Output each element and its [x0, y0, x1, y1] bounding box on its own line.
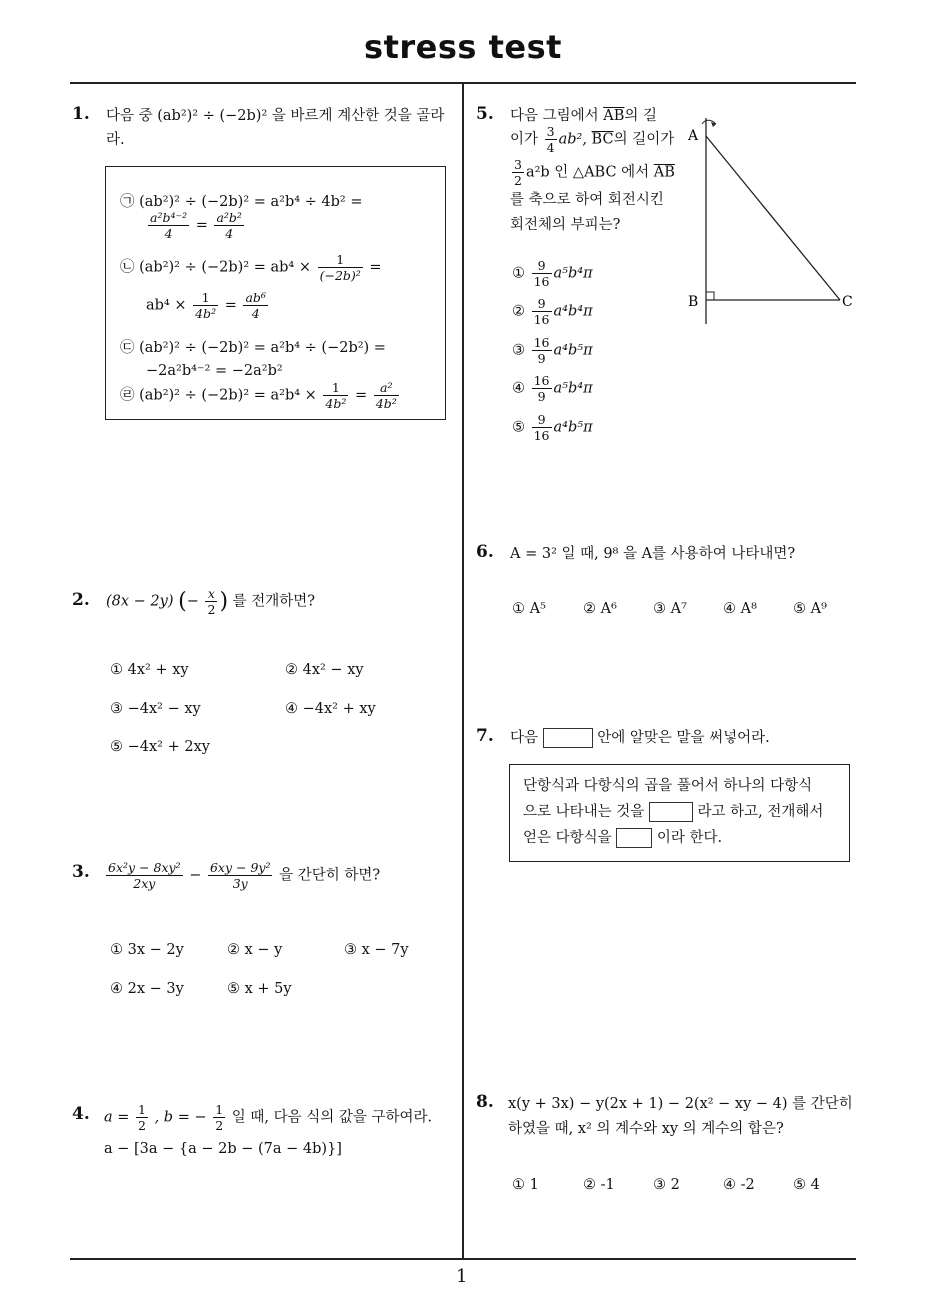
question-3-text: $\frac{\text{6x²y − 8xy²}}{2xy}$ − $\frac{\text{6xy − 9y²}}{3y}$ 을 간단히 하면? [108, 860, 381, 891]
question-8-line-2: 하였을 때, x² 의 계수와 xy 의 계수의 합은? [508, 1121, 784, 1137]
q3-choice-2[interactable]: ② x − y [227, 942, 283, 958]
q1-option-3-line-1: ㉢ (ab²)² ÷ (−2b)² = a²b⁴ ÷ (−2b²) = [120, 340, 386, 356]
q1-option-4: ㉣ (ab²)² ÷ (−2b)² = a²b⁴ × $\frac{1}{\text{4b²}}$ = $\frac{\text{a²}}{\text{4b²}}$ [120, 380, 397, 411]
question-6-number: 6. [476, 542, 494, 562]
q8-choice-3[interactable]: ③ 2 [653, 1177, 680, 1193]
page-number: 1 [456, 1266, 468, 1287]
q6-choice-2[interactable]: ② A⁶ [583, 601, 617, 617]
question-1-line-1: 다음 중 (ab²)² ÷ (−2b)² 을 바르게 계산한 것을 골라 [106, 108, 445, 124]
q8-choice-1[interactable]: ① 1 [512, 1177, 539, 1193]
q6-choice-1[interactable]: ① A⁵ [512, 601, 546, 617]
q7-box-line-2: 으로 나타내는 것을 라고 하고, 전개해서 [523, 804, 824, 820]
question-8-line-1: x(y + 3x) − y(2x + 1) − 2(x² − xy − 4) 를 간단히 [508, 1096, 853, 1112]
q3-choice-5[interactable]: ⑤ x + 5y [227, 981, 292, 997]
question-8-number: 8. [476, 1092, 494, 1112]
q7-blank-2[interactable] [616, 828, 652, 848]
question-2-text: (8x − 2y) (− $\frac{x}{2}$ ) 를 전개하면? [106, 586, 316, 617]
q8-choice-2[interactable]: ② -1 [583, 1177, 615, 1193]
q7-blank-prompt [543, 728, 593, 748]
q6-choice-5[interactable]: ⑤ A⁹ [793, 601, 827, 617]
question-1-line-2: 라. [106, 132, 125, 148]
q5-choice-1[interactable]: ① $\frac{9}{16}$ a⁵b⁴π [512, 258, 593, 289]
question-5-line-1: 다음 그림에서 $\overline{AB}$의 길 [510, 108, 658, 124]
question-4-expression: a − [3a − {a − 2b − (7a − 4b)}] [104, 1141, 342, 1157]
question-5-line-5: 회전체의 부피는? [510, 217, 621, 233]
q7-box-line-1: 단항식과 다항식의 곱을 풀어서 하나의 다항식 [523, 778, 813, 794]
question-7-number: 7. [476, 726, 494, 746]
q2-choice-1[interactable]: ① 4x² + xy [110, 662, 189, 678]
q3-choice-4[interactable]: ④ 2x − 3y [110, 981, 184, 997]
q7-box-line-3: 얻은 다항식을 이라 한다. [523, 830, 723, 846]
q1-option-2-line-1: ㉡ (ab²)² ÷ (−2b)² = ab⁴ × $\frac{1}{\text{(−2b)²}}$ = [120, 252, 382, 283]
q3-choice-3[interactable]: ③ x − 7y [344, 942, 409, 958]
q1-option-1-line-2: $\frac{\text{a²b⁴⁻²}}{4}$ = $\frac{\text{a²b²}}{4}$ [150, 210, 242, 241]
question-5-line-3: $\frac{3}{2}$ a²b 인 △ABC 에서 $\overline{AB}$ [514, 157, 675, 188]
q1-option-3-line-2: −2a²b⁴⁻² = −2a²b² [146, 363, 283, 379]
q2-choice-5[interactable]: ⑤ −4x² + 2xy [110, 739, 210, 755]
q1-option-1-line-1: ㉠ (ab²)² ÷ (−2b)² = a²b⁴ ÷ 4b² = [120, 194, 363, 210]
q2-choice-4[interactable]: ④ −4x² + xy [285, 701, 376, 717]
q8-choice-4[interactable]: ④ -2 [723, 1177, 755, 1193]
column-divider [462, 83, 464, 1259]
question-7-text: 다음 안에 알맞은 말을 써넣어라. [510, 730, 770, 746]
right-angle-mark [706, 292, 714, 300]
question-2-number: 2. [72, 590, 90, 610]
page-title: stress test [364, 28, 562, 66]
q5-choice-3[interactable]: ③ $\frac{16}{9}$ a⁴b⁵π [512, 335, 593, 366]
q7-blank-1[interactable] [649, 802, 693, 822]
question-5-line-4: 를 축으로 하여 회전시킨 [510, 192, 664, 208]
vertex-c-label: C [842, 294, 853, 310]
footer-divider [70, 1258, 856, 1260]
q6-choice-4[interactable]: ④ A⁸ [723, 601, 757, 617]
triangle-figure [680, 110, 870, 330]
q5-choice-4[interactable]: ④ $\frac{16}{9}$ a⁵b⁴π [512, 373, 593, 404]
question-5-number: 5. [476, 104, 494, 124]
q8-choice-5[interactable]: ⑤ 4 [793, 1177, 820, 1193]
q5-choice-2[interactable]: ② $\frac{9}{16}$ a⁴b⁴π [512, 296, 593, 327]
q3-choice-1[interactable]: ① 3x − 2y [110, 942, 184, 958]
vertex-a-label: A [688, 128, 699, 144]
vertex-b-label: B [688, 294, 699, 310]
q2-choice-3[interactable]: ③ −4x² − xy [110, 701, 201, 717]
question-6-text: A = 3² 일 때, 9⁸ 을 A를 사용하여 나타내면? [510, 546, 796, 562]
hypotenuse-ac [706, 136, 840, 300]
q2-choice-2[interactable]: ② 4x² − xy [285, 662, 364, 678]
question-4-text: a = $\frac{1}{2}$ , b = − $\frac{1}{2}$ 일 때, 다음 식의 값을 구하여라. [104, 1102, 433, 1133]
q1-option-2-line-2: ab⁴ × $\frac{1}{\text{4b²}}$ = $\frac{\text{ab⁶}}{4}$ [146, 290, 266, 321]
q6-choice-3[interactable]: ③ A⁷ [653, 601, 687, 617]
question-4-number: 4. [72, 1104, 90, 1124]
question-5-line-2: 이가 $\frac{3}{4}$ ab², $\overline{BC}$의 길이가 [510, 124, 675, 155]
question-3-number: 3. [72, 862, 90, 882]
q5-choice-5[interactable]: ⑤ $\frac{9}{16}$ a⁴b⁵π [512, 412, 593, 443]
question-1-number: 1. [72, 104, 90, 124]
